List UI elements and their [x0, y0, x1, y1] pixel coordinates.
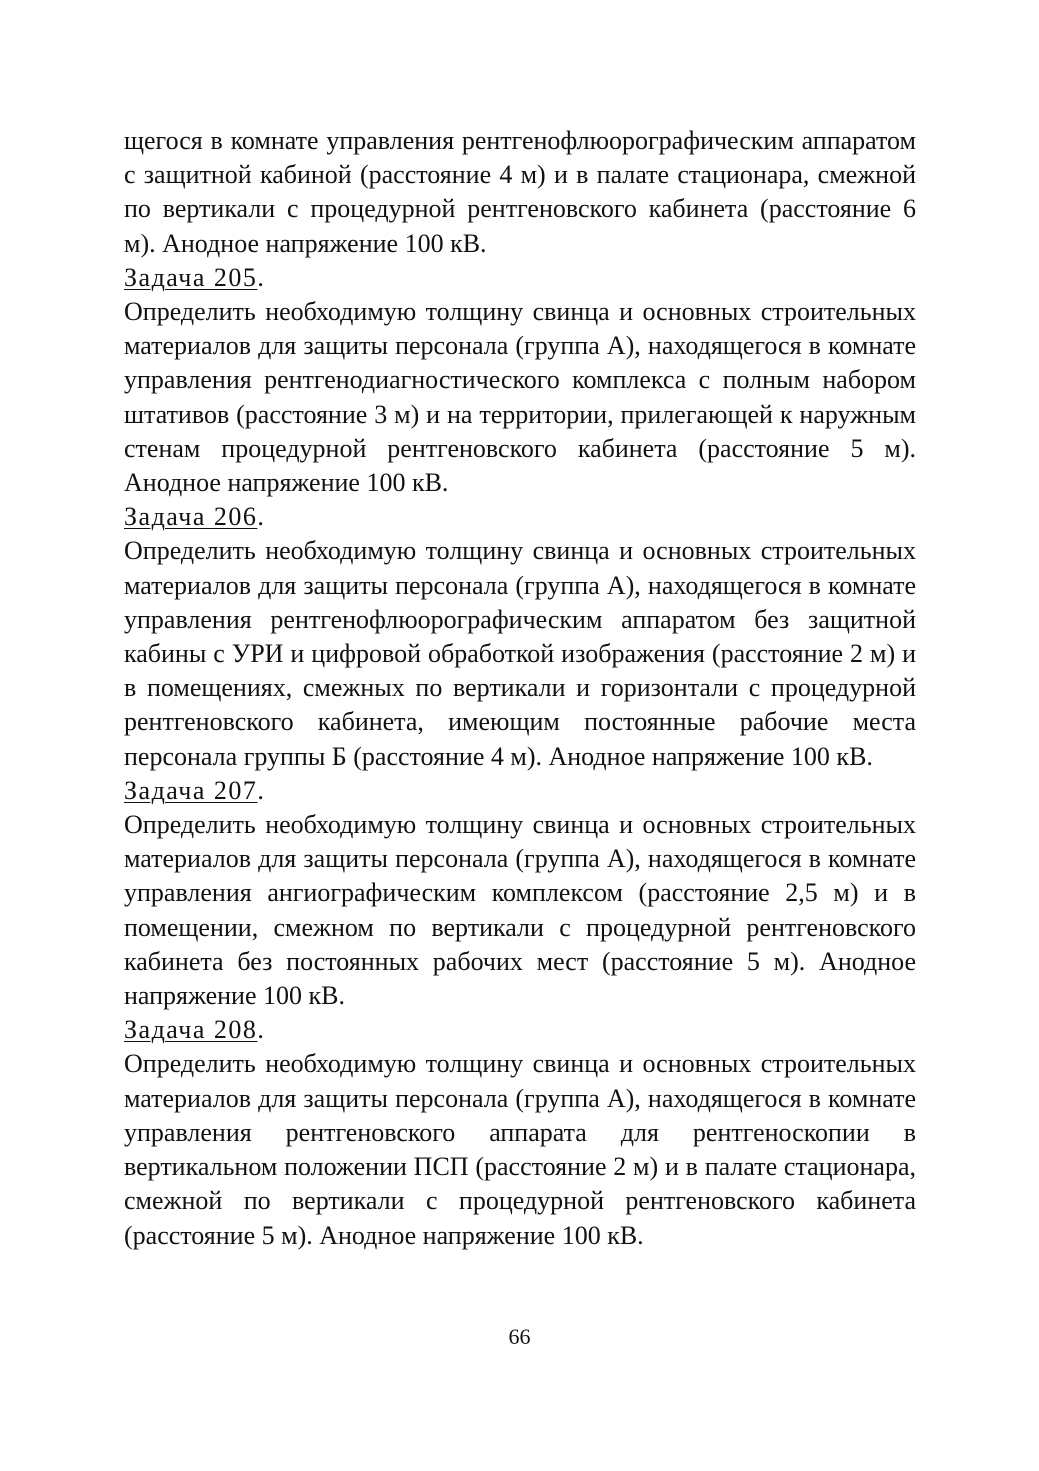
heading-period: .: [257, 502, 266, 532]
heading-period: .: [257, 262, 266, 292]
task-208-text: Определить необходимую толщину свинца и основных строительных материалов для защиты персонала (группа А), находящегося в комнате управления рентгеновского аппарата для рентгеноскопии в вертикальном положении ПСП (расстояние 2 м) и в палате стационара, смежной по вертикали с процедурной рентгеновского кабинета (расстояние 5 м). Анодное напряжение 100 кВ.: [124, 1049, 916, 1250]
task-205-title[interactable]: Задача 205: [124, 262, 258, 292]
task-206-heading: [124, 500, 916, 534]
task-205-heading: [124, 261, 916, 295]
task-208-heading: [124, 1013, 916, 1047]
page-body: [124, 124, 916, 1253]
task-207-heading: [124, 774, 916, 808]
heading-period: .: [257, 775, 266, 805]
heading-period: .: [257, 1015, 266, 1045]
task-206-text: Определить необходимую толщину свинца и основных строительных материалов для защиты персонала (группа А), находящегося в комнате управления рентгенофлюорографическим аппаратом без защитной кабины с УРИ и цифровой обработкой изображения (расстояние 2 м) и в помещениях, смежных по вертикали и горизонтали с процедурной рентгеновского кабинета, имеющим постоянные рабочие места персонала группы Б (расстояние 4 м). Анодное напряжение 100 кВ.: [124, 536, 916, 771]
task-208-title[interactable]: Задача 208: [124, 1015, 258, 1045]
page-number: 66: [508, 1324, 531, 1349]
task-205-text: Определить необходимую толщину свинца и основных строительных материалов для защиты персонала (группа А), находящегося в комнате управления рентгенодиагностического комплекса с полным набором штативов (расстояние 3 м) и на территории, прилегающей к наружным стенам процедурной рентгеновского кабинета (расстояние 5 м). Анодное напряжение 100 кВ.: [124, 297, 916, 498]
task-207-title[interactable]: Задача 207: [124, 775, 258, 805]
task-206-title[interactable]: Задача 206: [124, 502, 258, 532]
intro-paragraph: щегося в комнате управления рентгенофлюорографическим аппаратом с защитной кабиной (расстояние 4 м) и в палате стационара, смежной по вертикали с процедурной рентгеновского кабинета (расстояние 6 м). Анодное напряжение 100 кВ.: [124, 126, 916, 258]
task-207-text: Определить необходимую толщину свинца и основных строительных материалов для защиты персонала (группа А), находящегося в комнате управления ангиографическим комплексом (расстояние 2,5 м) и в помещении, смежном по вертикали с процедурной рентгеновского кабинета без постоянных рабочих мест (расстояние 5 м). Анодное напряжение 100 кВ.: [124, 810, 916, 1011]
